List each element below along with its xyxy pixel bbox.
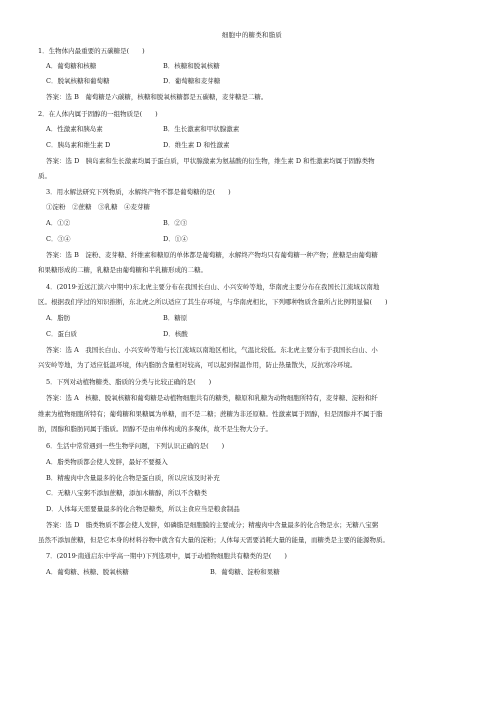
question-5-stem: 5．下列对动植物糖类、脂质的分类与比较正确的是( ) <box>46 378 212 386</box>
question-1-option-c: C．脱氧核糖和葡萄糖 <box>46 77 110 85</box>
question-4-option-d: D．核酸 <box>163 330 188 338</box>
question-1-option-b: B．核糖和脱氧核糖 <box>163 62 220 70</box>
question-7-option-b: B．葡萄糖、淀粉和果糖 <box>210 568 280 576</box>
question-5-answer: 答案：选 A 核糖、脱氧核糖和葡萄糖是动植物细胞共有的糖类，糖原和乳糖为动物细胞所特有，麦芽糖、淀粉和纤 <box>46 394 378 402</box>
question-6-stem: 6．生活中常常遇到一些生物学问题，下列认识正确的是( ) <box>46 442 225 450</box>
question-4-stem: 4．(2019·近远江滨六中期中)东北虎主要分布在我国长白山、小兴安岭等地，华南虎主要分布在我国长江流域以南地 <box>46 283 380 291</box>
question-4-option-a: A．脂肪 <box>46 314 71 322</box>
question-4-option-c: C．蛋白质 <box>46 330 77 338</box>
question-3-items: ①淀粉 ②蔗糖 ③乳糖 ④麦芽糖 <box>46 203 150 211</box>
question-5-answer-cont-2: 肪，固醇和脂肪同属于脂质。固醇不是由单体构成的多聚体，故不是生物大分子。 <box>38 425 272 433</box>
question-4-answer: 答案：选 A 我国长白山、小兴安岭等地与长江流域以南地区相比，气温比较低。东北虎主要分布于我国长白山、小 <box>46 346 378 354</box>
question-6-option-a: A．脂类物质都会使人发胖，最好不要摄入 <box>46 458 168 466</box>
question-3-option-d: D．①④ <box>163 235 188 243</box>
question-7-stem: 7．(2019·南通启东中学高一期中)下列选项中，属于动植物细胞共有糖类的是( ) <box>46 552 287 560</box>
question-3-option-b: B．②③ <box>163 219 188 227</box>
question-7-option-a: A．葡萄糖、核糖、脱氧核糖 <box>46 568 129 576</box>
question-2-stem: 2．在人体内属于固醇的一组物质是( ) <box>38 110 158 118</box>
question-3-answer: 答案：选 B 淀粉、麦芽糖、纤维素和糖原的单体都是葡萄糖，水解终产物均只有葡萄糖一种产物；蔗糖是由葡萄糖 <box>46 251 378 259</box>
document-title: 细胞中的糖类和脂质 <box>221 31 283 39</box>
question-1-option-a: A．葡萄糖和核糖 <box>46 62 97 70</box>
question-2-option-d: D．维生素 D 和性激素 <box>163 141 230 149</box>
question-1-stem: 1．生物体内最重要的五碳糖是( ) <box>38 47 145 55</box>
question-4-stem-cont: 区。根据我们学过的知识推断，东北虎之所以适应了其生存环境，与华南虎相比，下列哪种物质含量所占比例明显偏( ) <box>38 298 388 306</box>
question-6-option-d: D．人体每天需要量最多的化合物是糖类，所以主食应当是粮食制品 <box>46 505 240 513</box>
question-4-answer-cont: 兴安岭等地，为了适应低温环境，体内脂肪含量相对较高，可以起到保温作用，防止热量散失，反抗寒冷环境。 <box>38 361 357 369</box>
question-1-answer: 答案：选 B 葡萄糖是六碳糖，核糖和脱氧核糖都是五碳糖，麦芽糖是二糖。 <box>46 93 268 101</box>
question-3-answer-cont: 和果糖形成的二糖，乳糖是由葡萄糖和半乳糖形成的二糖。 <box>38 266 207 274</box>
question-2-option-c: C．胰岛素和维生素 D <box>46 141 111 149</box>
question-2-answer: 答案：选 D 胰岛素和生长激素均属于蛋白质，甲状腺激素为氨基酸的衍生物，维生素 D 和性激素均属于固醇类物 <box>46 157 375 165</box>
question-3-option-c: C．③④ <box>46 235 71 243</box>
question-6-option-c: C．无糖八宝粥不添加蔗糖，添加木糖醇，所以不含糖类 <box>46 489 207 497</box>
question-3-stem: 3．用水解法研究下列物质，水解终产物不都是葡萄糖的是( ) <box>46 188 231 196</box>
question-2-option-a: A．性激素和胰岛素 <box>46 125 103 133</box>
question-2-option-b: B．生长激素和甲状腺激素 <box>163 125 240 133</box>
question-6-option-b: B．精瘦肉中含量最多的化合物是蛋白质，所以应该及时补充 <box>46 474 220 482</box>
question-4-option-b: B．糖原 <box>163 314 188 322</box>
question-5-answer-cont-1: 维素为植物细胞所特有；葡萄糖和果糖属为单糖，而不是二糖；蔗糖为非还原糖。性激素属于固醇，但是固醇并不属于脂 <box>38 410 383 418</box>
question-6-answer: 答案：选 D 脂类物质不都会使人发胖，如磷脂是细胞膜的主要成分；精瘦肉中含量最多的化合物是水；无糖八宝粥 <box>46 521 379 529</box>
question-1-option-d: D．葡萄糖和麦芽糖 <box>163 77 221 85</box>
question-6-answer-cont: 虽然不添加蔗糖，但是它本身的材料谷物中就含有大量的淀粉；人体每天需要消耗大量的能量，而糖类是主要的能源物质。 <box>38 536 389 544</box>
question-3-option-a: A．①② <box>46 219 71 227</box>
question-2-answer-cont: 质。 <box>38 172 51 180</box>
